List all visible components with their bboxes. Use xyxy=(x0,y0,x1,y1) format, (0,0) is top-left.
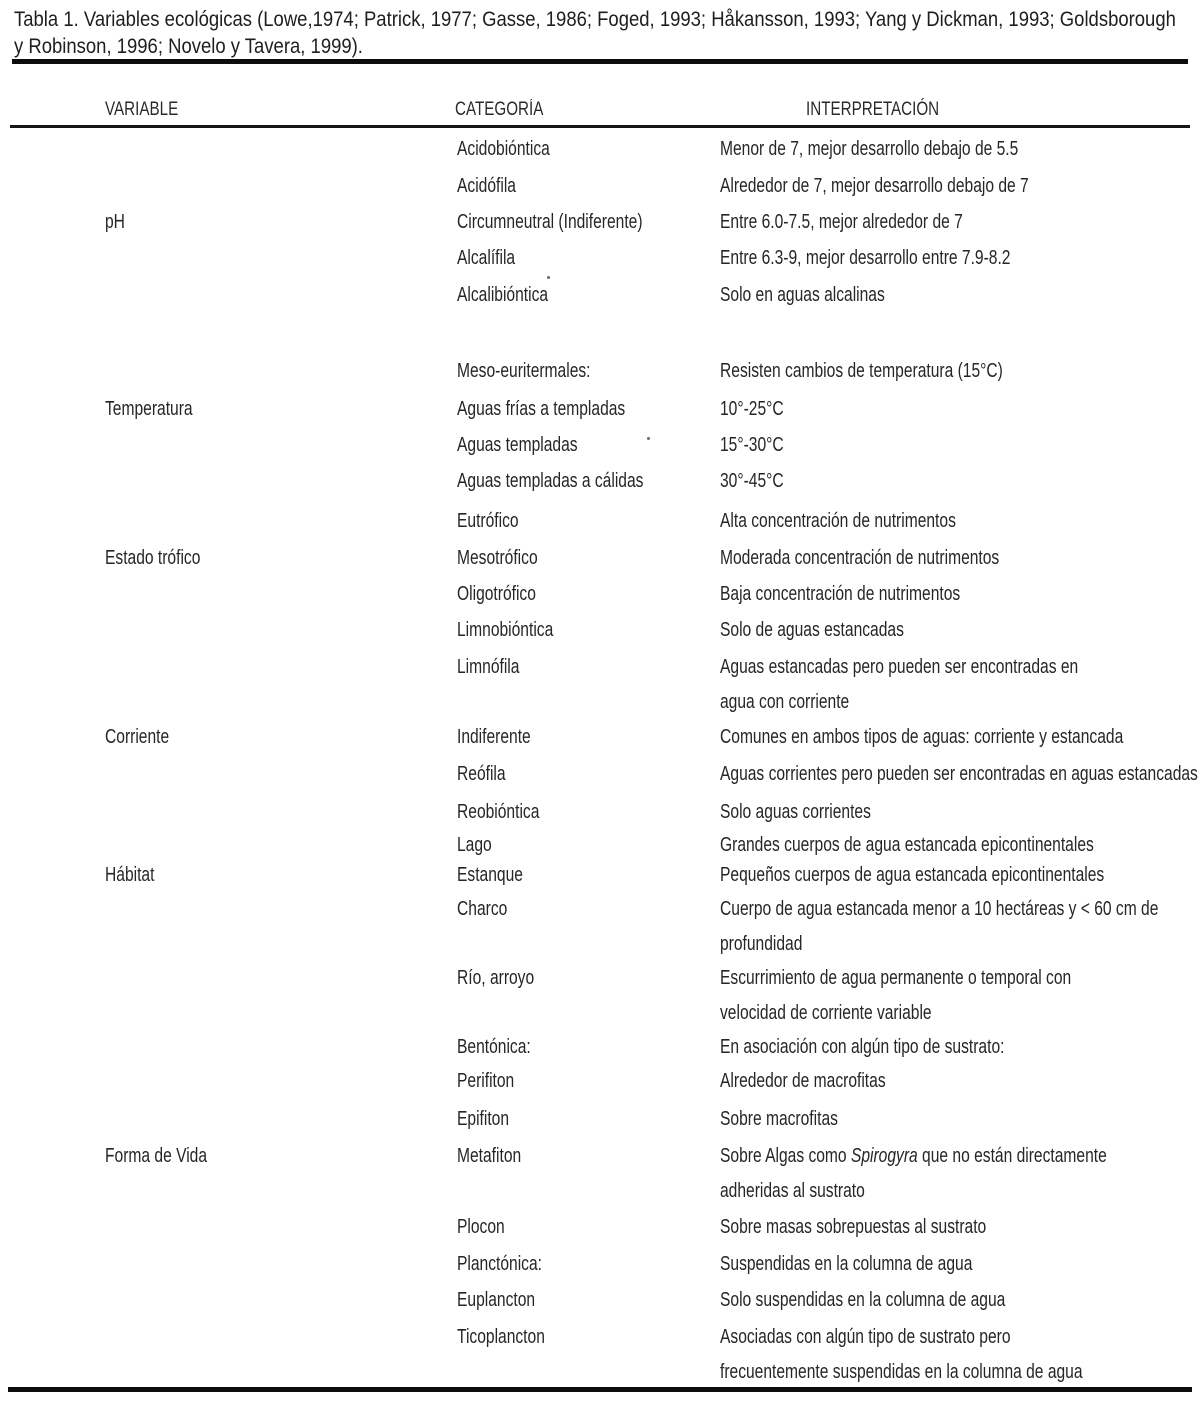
interpretation-text: Entre 6.0-7.5, mejor alrededor de 7 xyxy=(720,211,963,233)
category-text: Aguas templadas a cálidas xyxy=(457,470,644,492)
category-cell xyxy=(457,657,537,677)
category-text: Indiferente xyxy=(457,726,531,748)
interpretation-text: frecuentemente suspendidas en la columna de agua xyxy=(720,1361,1083,1383)
category-cell xyxy=(457,435,612,455)
interpretation-text: Suspendidas en la columna de agua xyxy=(720,1253,973,1275)
interpretation-cell xyxy=(720,968,1170,1038)
category-text: Limnófila xyxy=(457,656,520,678)
interpretation-text: Escurrimiento de agua permanente o temporal con xyxy=(720,967,1072,989)
column-header-interpretacion-label: INTERPRETACIÓN xyxy=(806,99,940,120)
category-text: Aguas templadas xyxy=(457,434,578,456)
caption-line-2: y Robinson, 1996; Novelo y Tavera, 1999). xyxy=(14,35,363,58)
category-cell xyxy=(457,1037,552,1057)
category-text: Bentónica: xyxy=(457,1036,531,1058)
category-text: Oligotrófico xyxy=(457,583,536,605)
interpretation-text: Solo aguas corrientes xyxy=(720,801,871,823)
interpretation-cell xyxy=(720,248,1092,283)
category-text: Meso-euritermales: xyxy=(457,360,591,382)
caption-line-1: Tabla 1. Variables ecológicas (Lowe,1974; Patrick, 1977; Gasse, 1986; Foged, 1993; Håkansson, 1993; Yang y Dickman, 1993; Goldsborough xyxy=(14,8,1176,31)
interpretation-cell xyxy=(720,176,1116,211)
interpretation-cell xyxy=(720,139,1102,174)
interpretation-text: Sobre macrofitas xyxy=(720,1108,838,1130)
interpretation-text: 10°-25°C xyxy=(720,398,784,420)
interpretation-text: 30°-45°C xyxy=(720,470,784,492)
interpretation-cell xyxy=(720,865,1200,900)
category-text: Eutrófico xyxy=(457,510,519,532)
category-text: Reófila xyxy=(457,763,506,785)
column-header-categoria-label: CATEGORÍA xyxy=(455,99,544,120)
interpretation-cell xyxy=(720,620,956,655)
interpretation-text: Sobre masas sobrepuestas al sustrato xyxy=(720,1216,987,1238)
interpretation-text: Solo de aguas estancadas xyxy=(720,619,904,641)
interpretation-text: Resisten cambios de temperatura (15°C) xyxy=(720,360,1003,382)
category-cell xyxy=(457,584,558,604)
category-cell xyxy=(457,1327,570,1347)
category-cell xyxy=(457,548,560,568)
category-cell xyxy=(457,361,628,381)
interpretation-cell xyxy=(720,435,802,470)
interpretation-text: Aguas estancadas pero pueden ser encontradas en xyxy=(720,656,1079,678)
interpretation-text: Menor de 7, mejor desarrollo debajo de 5.5 xyxy=(720,138,1019,160)
interpretation-text: Baja concentración de nutrimentos xyxy=(720,583,961,605)
interpretation-cell xyxy=(720,727,1200,762)
variable-label-text: Temperatura xyxy=(105,398,193,420)
category-text: Euplancton xyxy=(457,1289,536,1311)
interpretation-cell xyxy=(720,399,802,434)
column-header-variable-label: VARIABLE xyxy=(105,99,179,120)
category-cell xyxy=(457,1254,566,1274)
category-text: Metafiton xyxy=(457,1145,522,1167)
interpretation-text: Sobre Algas como xyxy=(720,1145,851,1167)
interpretation-text: agua con corriente xyxy=(720,691,850,713)
category-text: Ticoplancton xyxy=(457,1326,545,1348)
category-text: Planctónica: xyxy=(457,1253,542,1275)
interpretation-text: Cuerpo de agua estancada menor a 10 hectáreas y < 60 cm de xyxy=(720,898,1159,920)
category-text: Charco xyxy=(457,898,508,920)
category-cell xyxy=(457,1217,518,1237)
interpretation-cell xyxy=(720,511,1022,546)
interpretation-cell xyxy=(720,764,1200,799)
interpretation-cell xyxy=(720,1217,1061,1252)
category-text: Alcalífila xyxy=(457,247,516,269)
interpretation-text: Spirogyra xyxy=(850,1145,918,1167)
category-text: Río, arroyo xyxy=(457,967,535,989)
category-text: Reobióntica xyxy=(457,801,540,823)
category-text: Estanque xyxy=(457,864,523,886)
category-text: Limnobióntica xyxy=(457,619,554,641)
interpretation-text: Grandes cuerpos de agua estancada epicontinentales xyxy=(720,834,1094,856)
category-cell xyxy=(457,865,542,885)
interpretation-text: que no están directamente xyxy=(917,1145,1107,1167)
interpretation-text: profundidad xyxy=(720,933,803,955)
category-cell xyxy=(457,1146,539,1166)
interpretation-cell xyxy=(720,361,1083,396)
category-cell xyxy=(457,511,536,531)
variable-group-label xyxy=(105,727,187,747)
interpretation-text: Pequeños cuerpos de agua estancada epicontinentales xyxy=(720,864,1105,886)
category-text: Lago xyxy=(457,834,492,856)
interpretation-cell xyxy=(720,285,931,320)
category-cell xyxy=(457,899,521,919)
category-cell xyxy=(457,399,673,419)
category-cell xyxy=(457,1290,557,1310)
variable-group-label xyxy=(105,548,227,568)
category-text: Perifiton xyxy=(457,1070,515,1092)
category-cell xyxy=(457,802,563,822)
interpretation-text: Moderada concentración de nutrimentos xyxy=(720,547,1000,569)
category-cell xyxy=(457,285,574,305)
variable-group-label xyxy=(105,1146,236,1166)
variable-group-label xyxy=(105,212,131,232)
category-text: Acidobióntica xyxy=(457,138,550,160)
interpretation-text: Solo en aguas alcalinas xyxy=(720,284,885,306)
interpretation-cell xyxy=(720,584,1028,619)
interpretation-cell xyxy=(720,802,913,837)
variable-label-text: Estado trófico xyxy=(105,547,201,569)
interpretation-text: Alta concentración de nutrimentos xyxy=(720,510,956,532)
category-text: Aguas frías a templadas xyxy=(457,398,626,420)
interpretation-text: En asociación con algún tipo de sustrato: xyxy=(720,1036,1005,1058)
category-cell xyxy=(457,176,533,196)
category-text: Mesotrófico xyxy=(457,547,538,569)
category-cell xyxy=(457,471,696,491)
interpretation-text: Asociadas con algún tipo de sustrato pero xyxy=(720,1326,1011,1348)
interpretation-text: Entre 6.3-9, mejor desarrollo entre 7.9-8.2 xyxy=(720,247,1011,269)
interpretation-cell xyxy=(720,1109,871,1144)
category-cell xyxy=(457,1071,530,1091)
category-text: Circumneutral (Indiferente) xyxy=(457,211,643,233)
interpretation-text: Solo suspendidas en la columna de agua xyxy=(720,1289,1006,1311)
category-cell xyxy=(457,212,695,232)
category-text: Acidófila xyxy=(457,175,516,197)
interpretation-cell xyxy=(720,471,802,506)
interpretation-cell xyxy=(720,657,1179,727)
interpretation-cell xyxy=(720,548,1078,583)
interpretation-text: Alrededor de macrofitas xyxy=(720,1070,886,1092)
interpretation-cell xyxy=(720,899,1200,969)
interpretation-cell xyxy=(720,212,1031,247)
interpretation-text: Alrededor de 7, mejor desarrollo debajo de 7 xyxy=(720,175,1029,197)
category-text: Plocon xyxy=(457,1216,505,1238)
interpretation-cell xyxy=(720,1037,1085,1072)
interpretation-cell xyxy=(720,1290,1086,1325)
interpretation-text: 15°-30°C xyxy=(720,434,784,456)
interpretation-cell xyxy=(720,1254,1044,1289)
variable-label-text: Hábitat xyxy=(105,864,155,886)
interpretation-text: velocidad de corriente variable xyxy=(720,1002,932,1024)
scan-artifact-dot xyxy=(547,276,550,279)
category-cell xyxy=(457,620,580,640)
variable-label-text: Corriente xyxy=(105,726,170,748)
variable-group-label xyxy=(105,865,168,885)
interpretation-cell xyxy=(720,1146,1200,1216)
category-text: Epifiton xyxy=(457,1108,510,1130)
interpretation-text: Comunes en ambos tipos de aguas: corriente y estancada xyxy=(720,726,1124,748)
bottom-rule xyxy=(8,1387,1192,1392)
category-cell xyxy=(457,1109,524,1129)
variable-label-text: Forma de Vida xyxy=(105,1145,208,1167)
category-cell xyxy=(457,968,556,988)
category-cell xyxy=(457,248,531,268)
variable-label-text: pH xyxy=(105,211,125,233)
variable-group-label xyxy=(105,399,217,419)
interpretation-cell xyxy=(720,1071,932,1106)
interpretation-text: Aguas corrientes pero pueden ser encontradas en aguas estancadas xyxy=(720,763,1198,785)
category-cell xyxy=(457,835,502,855)
category-cell xyxy=(457,727,552,747)
category-text: Alcalibióntica xyxy=(457,284,549,306)
scan-artifact-dot xyxy=(647,437,650,440)
interpretation-text: adheridas al sustrato xyxy=(720,1180,865,1202)
category-cell xyxy=(457,139,576,159)
category-cell xyxy=(457,764,519,784)
